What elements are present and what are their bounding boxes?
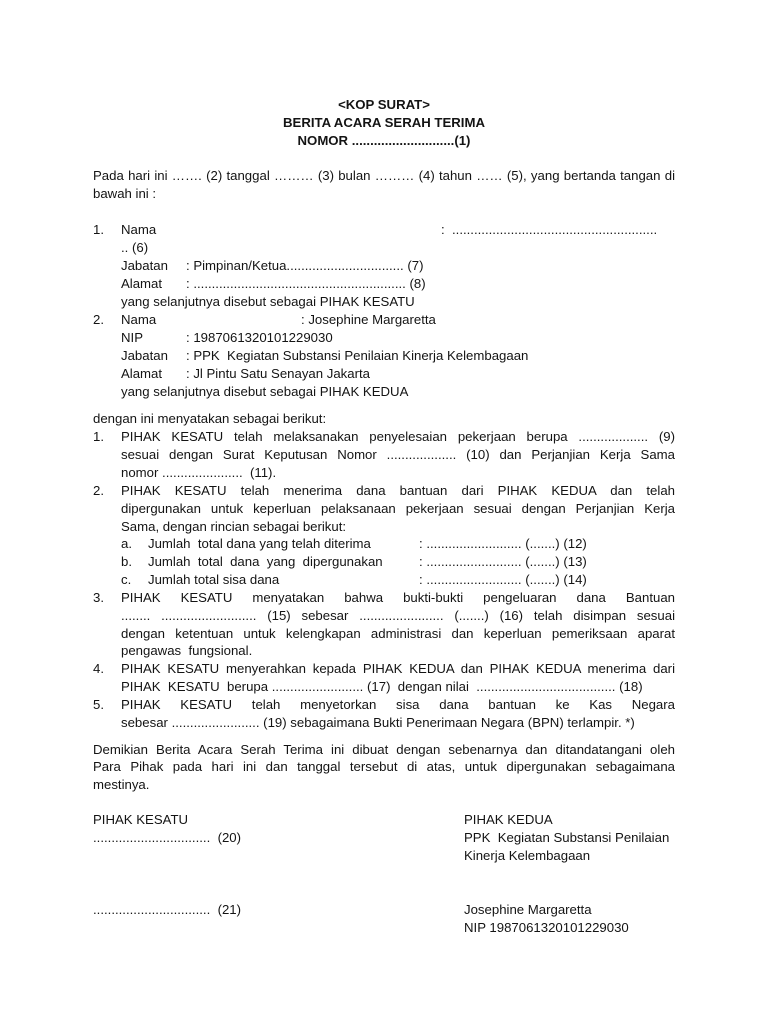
closing-line-1: Demikian Berita Acara Serah Terima ini dibuat dengan sebenarnya dan ditandatangani oleh bbox=[93, 742, 675, 757]
item3-line-3: dengan ketentuan untuk kelengkapan administrasi dan keperluan pemeriksaan aparat bbox=[121, 626, 675, 641]
signature-right-title: PIHAK KEDUA bbox=[464, 812, 553, 827]
party1-jabatan-value: : Pimpinan/Ketua................................ (7) bbox=[186, 258, 424, 273]
item5-line-1: PIHAK KESATU telah menyetorkan sisa dana bantuan ke Kas Negara bbox=[121, 697, 675, 712]
item4-number: 4. bbox=[93, 661, 104, 676]
signature-left-title: PIHAK KESATU bbox=[93, 812, 189, 827]
item1-number: 1. bbox=[93, 429, 104, 444]
party2-note: yang selanjutnya disebut sebagai PIHAK KEDUA bbox=[121, 384, 409, 399]
intro-line-2: bawah ini : bbox=[93, 186, 157, 201]
item3-line-2: ........ .......................... (15) sebesar ....................... (.......) (16) telah disimpan sesuai bbox=[121, 608, 675, 623]
item4-line-1: PIHAK KESATU menyerahkan kepada PIHAK KEDUA dan PIHAK KEDUA menerima dari bbox=[121, 661, 675, 676]
signature-right-role-2: Kinerja Kelembagaan bbox=[464, 848, 591, 863]
document-title: BERITA ACARA SERAH TERIMA bbox=[283, 115, 485, 130]
statement-intro: dengan ini menyatakan sebagai berikut: bbox=[93, 411, 327, 426]
item2-sub-a-value: : .......................... (.......) (12) bbox=[419, 536, 587, 551]
item3-line-4: pengawas fungsional. bbox=[121, 643, 253, 658]
document-number: NOMOR ............................(1) bbox=[297, 133, 471, 148]
party2-nip-label: NIP bbox=[121, 330, 143, 345]
item1-line-1: PIHAK KESATU telah melaksanakan penyelesaian pekerjaan berupa ................... (9) bbox=[121, 429, 675, 444]
item2-sub-b-letter: b. bbox=[121, 554, 132, 569]
party1-name-value: : ........................................................ bbox=[441, 222, 658, 237]
item2-sub-c-letter: c. bbox=[121, 572, 132, 587]
signature-right-name: Josephine Margaretta bbox=[464, 902, 592, 917]
item1-line-2: sesuai dengan Surat Keputusan Nomor ................... (10) dan Perjanjian Kerja Sama bbox=[121, 447, 675, 462]
item5-number: 5. bbox=[93, 697, 104, 712]
intro-line-1: Pada hari ini ……. (2) tanggal ……… (3) bulan ……… (4) tahun …… (5), yang bertanda tangan di bbox=[93, 168, 675, 183]
item3-number: 3. bbox=[93, 590, 104, 605]
item4-line-2: PIHAK KESATU berupa ......................... (17) dengan nilai ...................................... (18) bbox=[121, 679, 643, 694]
closing-line-2: Para Pihak pada hari ini dan tanggal tersebut di atas, untuk dipergunakan sebagaimana bbox=[93, 759, 675, 774]
item2-number: 2. bbox=[93, 483, 104, 498]
closing-line-3: mestinya. bbox=[93, 777, 150, 792]
party1-jabatan-label: Jabatan bbox=[121, 258, 168, 273]
party2-number: 2. bbox=[93, 312, 104, 327]
party2-alamat-value: : Jl Pintu Satu Senayan Jakarta bbox=[186, 366, 371, 381]
party1-note: yang selanjutnya disebut sebagai PIHAK KESATU bbox=[121, 294, 415, 309]
signature-right-nip: NIP 1987061320101229030 bbox=[464, 920, 629, 935]
item1-line-3: nomor ...................... (11). bbox=[121, 465, 277, 480]
signature-left-line-1: ................................ (20) bbox=[93, 830, 242, 845]
party1-name-label: Nama bbox=[121, 222, 157, 237]
party2-alamat-label: Alamat bbox=[121, 366, 163, 381]
party2-name-label: Nama bbox=[121, 312, 157, 327]
signature-right-role-1: PPK Kegiatan Substansi Penilaian bbox=[464, 830, 670, 845]
party2-jabatan-value: : PPK Kegiatan Substansi Penilaian Kinerja Kelembagaan bbox=[186, 348, 529, 363]
party1-name-cont: .. (6) bbox=[121, 240, 149, 255]
party1-number: 1. bbox=[93, 222, 104, 237]
item3-line-1: PIHAK KESATU menyatakan bahwa bukti-bukti pengeluaran dana Bantuan bbox=[121, 590, 675, 605]
party2-name-value: : Josephine Margaretta bbox=[301, 312, 436, 327]
party2-jabatan-label: Jabatan bbox=[121, 348, 168, 363]
item2-sub-b-label: Jumlah total dana yang dipergunakan bbox=[148, 554, 383, 569]
signature-left-line-2: ................................ (21) bbox=[93, 902, 242, 917]
party1-alamat-label: Alamat bbox=[121, 276, 163, 291]
item5-line-2: sebesar ........................ (19) sebagaimana Bukti Penerimaan Negara (BPN) terlampir. *) bbox=[121, 715, 635, 730]
party1-alamat-value: : .......................................................... (8) bbox=[186, 276, 426, 291]
item2-sub-b-value: : .......................... (.......) (13) bbox=[419, 554, 587, 569]
item2-sub-a-letter: a. bbox=[121, 536, 132, 551]
item2-sub-a-label: Jumlah total dana yang telah diterima bbox=[148, 536, 371, 551]
item2-sub-c-value: : .......................... (.......) (14) bbox=[419, 572, 587, 587]
item2-line-3: Sama, dengan rincian sebagai berikut: bbox=[121, 519, 347, 534]
item2-line-2: dipergunakan untuk keperluan pelaksanaan pekerjaan sesuai dengan Perjanjian Kerja bbox=[121, 501, 675, 516]
party2-nip-value: : 1987061320101229030 bbox=[186, 330, 333, 345]
kop-surat: <KOP SURAT> bbox=[338, 97, 430, 112]
item2-line-1: PIHAK KESATU telah menerima dana bantuan dari PIHAK KEDUA dan telah bbox=[121, 483, 675, 498]
item2-sub-c-label: Jumlah total sisa dana bbox=[148, 572, 280, 587]
